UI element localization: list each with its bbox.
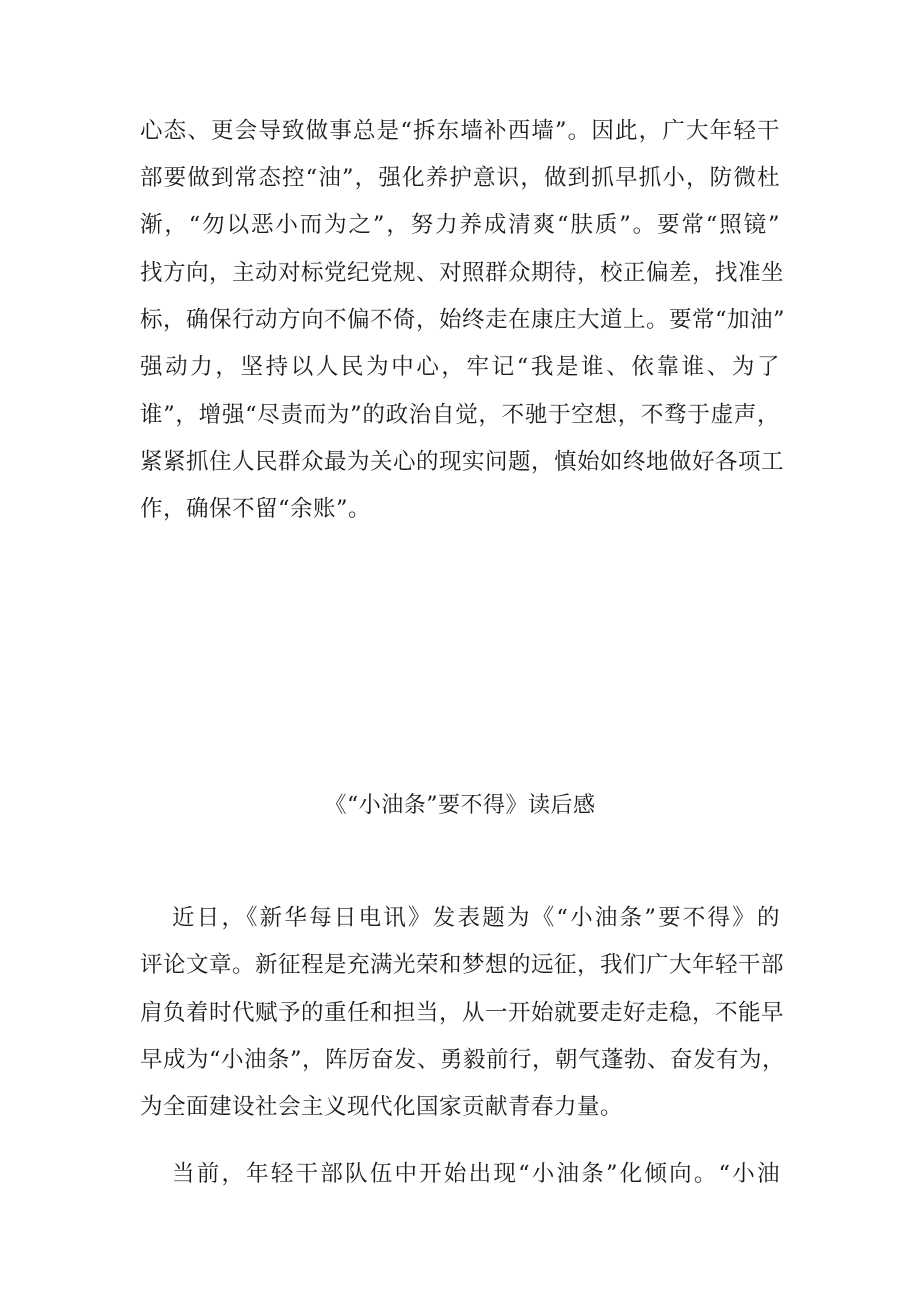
text-line: 为全面建设社会主义现代化国家贡献青春力量。 [140,1094,624,1120]
article-title: 《“小油条”要不得》读后感 [324,793,596,818]
text-line: 标，确保行动方向不偏不倚，始终走在康庄大道上。要常“加油” [140,307,786,333]
text-line: 部要做到常态控“油”，强化养护意识，做到抓早抓小，防微杜 [140,165,780,191]
text-line: 肩负着时代赋予的重任和担当，从一开始就要走好走稳，不能早 [140,1000,785,1026]
text-line: 谁”，增强“尽责而为”的政治自觉，不驰于空想，不骛于虚声， [140,402,780,428]
text-line: 心态、更会导致做事总是“拆东墙补西墙”。因此，广大年轻干 [140,118,780,144]
text-line: 渐，“勿以恶小而为之”，努力养成清爽“肤质”。要常“照镜” [140,212,780,238]
text-line: 评论文章。新征程是充满光荣和梦想的远征，我们广大年轻干部 [140,952,785,978]
text-line: 作，确保不留“余账”。 [140,496,372,522]
text-line: 近日，《新华每日电讯》发表题为《“小油条”要不得》的 [172,905,780,931]
text-line: 紧紧抓住人民群众最为关心的现实问题，慎始如终地做好各项工 [140,449,785,475]
text-line: 早成为“小油条”，阵厉奋发、勇毅前行，朝气蓬勃、奋发有为， [140,1047,786,1073]
text-line: 当前，年轻干部队伍中开始出现“小油条”化倾向。“小油 [172,1161,780,1187]
text-line: 找方向，主动对标党纪党规、对照群众期待，校正偏差，找准坐 [140,260,785,286]
text-line: 强动力，坚持以人民为中心，牢记“我是谁、依靠谁、为了 [140,354,780,380]
